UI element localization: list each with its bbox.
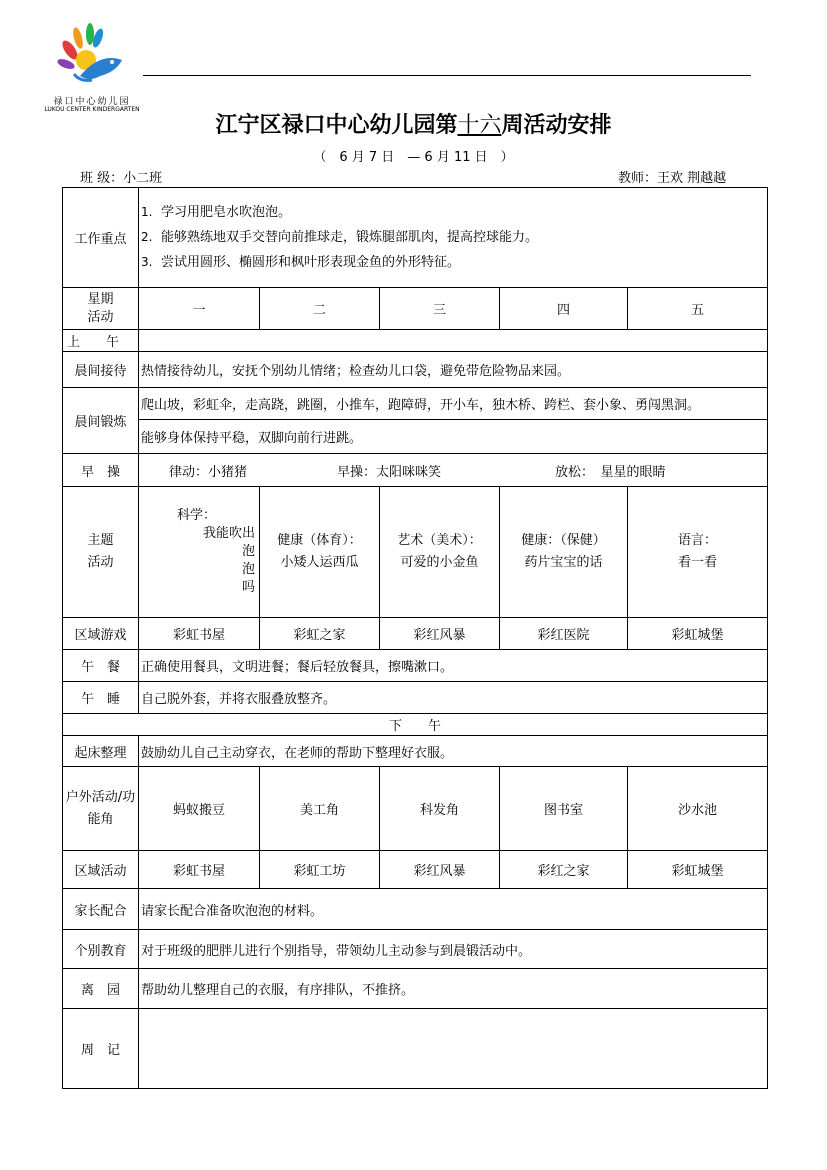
weekday-thu: 四 — [500, 288, 628, 330]
area-activity-label: 区域活动 — [63, 851, 139, 889]
theme-thu: 健康：（保健） 药片宝宝的话 — [500, 487, 628, 618]
theme-wed: 艺术（美术）： 可爱的小金鱼 — [380, 487, 500, 618]
drill-label: 早 操 — [63, 454, 139, 487]
weekday-wed: 三 — [380, 288, 500, 330]
outdoor-wed: 科发角 — [380, 767, 500, 851]
drill-row — [63, 454, 768, 487]
focus-row — [63, 188, 768, 288]
parents-row — [63, 889, 768, 930]
morning-section-row — [63, 330, 768, 352]
area-game-thu: 彩红医院 — [500, 618, 628, 650]
outdoor-fri: 沙水池 — [628, 767, 768, 851]
weekday-fri: 五 — [628, 288, 768, 330]
individual-label: 个别教育 — [63, 930, 139, 969]
area-activity-row — [63, 851, 768, 889]
theme-fri: 语言： 看一看 — [628, 487, 768, 618]
exercise-activities: 爬山坡，彩虹伞，走高跷，跳圈，小推车，跑障碍，开小车，独木桥、跨栏、套小象、勇闯黑洞。 — [139, 388, 768, 420]
weekly-notes-row — [63, 1009, 768, 1089]
theme-label: 主题 活动 — [63, 487, 139, 618]
leave-row — [63, 969, 768, 1009]
teacher-label: 教师：王欢 荆越越 — [618, 171, 727, 186]
afternoon-section-label: 下 午 — [63, 714, 768, 736]
page-title — [0, 108, 827, 139]
area-activity-wed: 彩红风暴 — [380, 851, 500, 889]
exercise-row-1 — [63, 388, 768, 420]
wake-row — [63, 736, 768, 767]
lunch-text: 正确使用餐具，文明进餐；餐后轻放餐具，擦嘴漱口。 — [139, 650, 768, 682]
exercise-goal: 能够身体保持平稳，双脚向前行进跳。 — [139, 420, 768, 454]
outdoor-label: 户外活动/功 能角 — [63, 767, 139, 851]
area-game-fri: 彩虹城堡 — [628, 618, 768, 650]
exercise-label: 晨间锻炼 — [63, 388, 139, 454]
title-suffix: 周活动安排 — [501, 112, 612, 138]
outdoor-tue: 美工角 — [260, 767, 380, 851]
reception-label: 晨间接待 — [63, 352, 139, 388]
morning-section-blank — [139, 330, 768, 352]
weekly-notes-text — [139, 1009, 768, 1089]
individual-text: 对于班级的肥胖儿进行个别指导，带领幼儿主动参与到晨锻活动中。 — [139, 930, 768, 969]
morning-section-label: 上 午 — [63, 330, 139, 352]
drill-content — [139, 454, 768, 487]
outdoor-mon: 蚂蚁搬豆 — [139, 767, 260, 851]
leave-text: 帮助幼儿整理自己的衣服，有序排队，不推挤。 — [139, 969, 768, 1009]
week-number: 十六 — [457, 113, 502, 138]
individual-row — [63, 930, 768, 969]
area-game-mon: 彩虹书屋 — [139, 618, 260, 650]
drill-exercise: 早操：太阳咪咪笑 — [337, 464, 442, 480]
drill-rhythm: 律动：小猪猪 — [169, 464, 248, 480]
leave-label: 离 园 — [63, 969, 139, 1009]
parents-label: 家长配合 — [63, 889, 139, 930]
area-activity-tue: 彩虹工坊 — [260, 851, 380, 889]
focus-item: 1. 学习用肥皂水吹泡泡。 — [141, 205, 292, 220]
focus-item: 3. 尝试用圆形、椭圆形和枫叶形表现金鱼的外形特征。 — [141, 255, 461, 270]
exercise-row-2 — [63, 420, 768, 454]
weekday-tue: 二 — [260, 288, 380, 330]
nap-text: 自己脱外套，并将衣服叠放整齐。 — [139, 682, 768, 714]
focus-label: 工作重点 — [63, 188, 139, 288]
area-game-row — [63, 618, 768, 650]
area-game-label: 区域游戏 — [63, 618, 139, 650]
title-prefix: 江宁区禄口中心幼儿园第 — [215, 112, 458, 138]
weekly-notes-label: 周 记 — [63, 1009, 139, 1089]
reception-row — [63, 352, 768, 388]
area-activity-mon: 彩虹书屋 — [139, 851, 260, 889]
drill-relax: 放松： 星星的眼睛 — [555, 464, 666, 480]
area-activity-fri: 彩虹城堡 — [628, 851, 768, 889]
theme-tue: 健康（体育）： 小矮人运西瓜 — [260, 487, 380, 618]
outdoor-row — [63, 767, 768, 851]
afternoon-section-row — [63, 714, 768, 736]
rainbow-fish-logo-icon — [40, 16, 144, 96]
schedule-table — [62, 187, 768, 1089]
class-label: 班 级：小二班 — [80, 171, 163, 186]
nap-label: 午 睡 — [63, 682, 139, 714]
logo-name-en: LUKOU CENTER KINDERGARTEN — [44, 106, 140, 113]
area-activity-thu: 彩红之家 — [500, 851, 628, 889]
date-range: （ 6 月 7 日 — 6 月 11 日 ） — [313, 150, 514, 165]
nap-row — [63, 682, 768, 714]
weekday-label: 星期 活动 — [63, 288, 139, 330]
weekday-mon: 一 — [139, 288, 260, 330]
focus-list — [139, 188, 768, 288]
logo-name-cn: 禄口中心幼儿园 — [53, 97, 131, 107]
theme-mon: 科学： 我能吹出 泡 泡 吗 — [139, 487, 260, 618]
wake-text: 鼓励幼儿自己主动穿衣，在老师的帮助下整理好衣服。 — [139, 736, 768, 767]
outdoor-thu: 图书室 — [500, 767, 628, 851]
focus-item: 2. 能够熟练地双手交替向前推球走，锻炼腿部肌肉，提高控球能力。 — [141, 230, 539, 245]
reception-text: 热情接待幼儿，安抚个别幼儿情绪；检查幼儿口袋，避免带危险物品来园。 — [139, 352, 768, 388]
lunch-label: 午 餐 — [63, 650, 139, 682]
area-game-wed: 彩红风暴 — [380, 618, 500, 650]
theme-row — [63, 487, 768, 618]
area-game-tue: 彩虹之家 — [260, 618, 380, 650]
parents-text: 请家长配合准备吹泡泡的材料。 — [139, 889, 768, 930]
header-divider — [143, 75, 751, 76]
weekday-header-row — [63, 288, 768, 330]
wake-label: 起床整理 — [63, 736, 139, 767]
lunch-row — [63, 650, 768, 682]
